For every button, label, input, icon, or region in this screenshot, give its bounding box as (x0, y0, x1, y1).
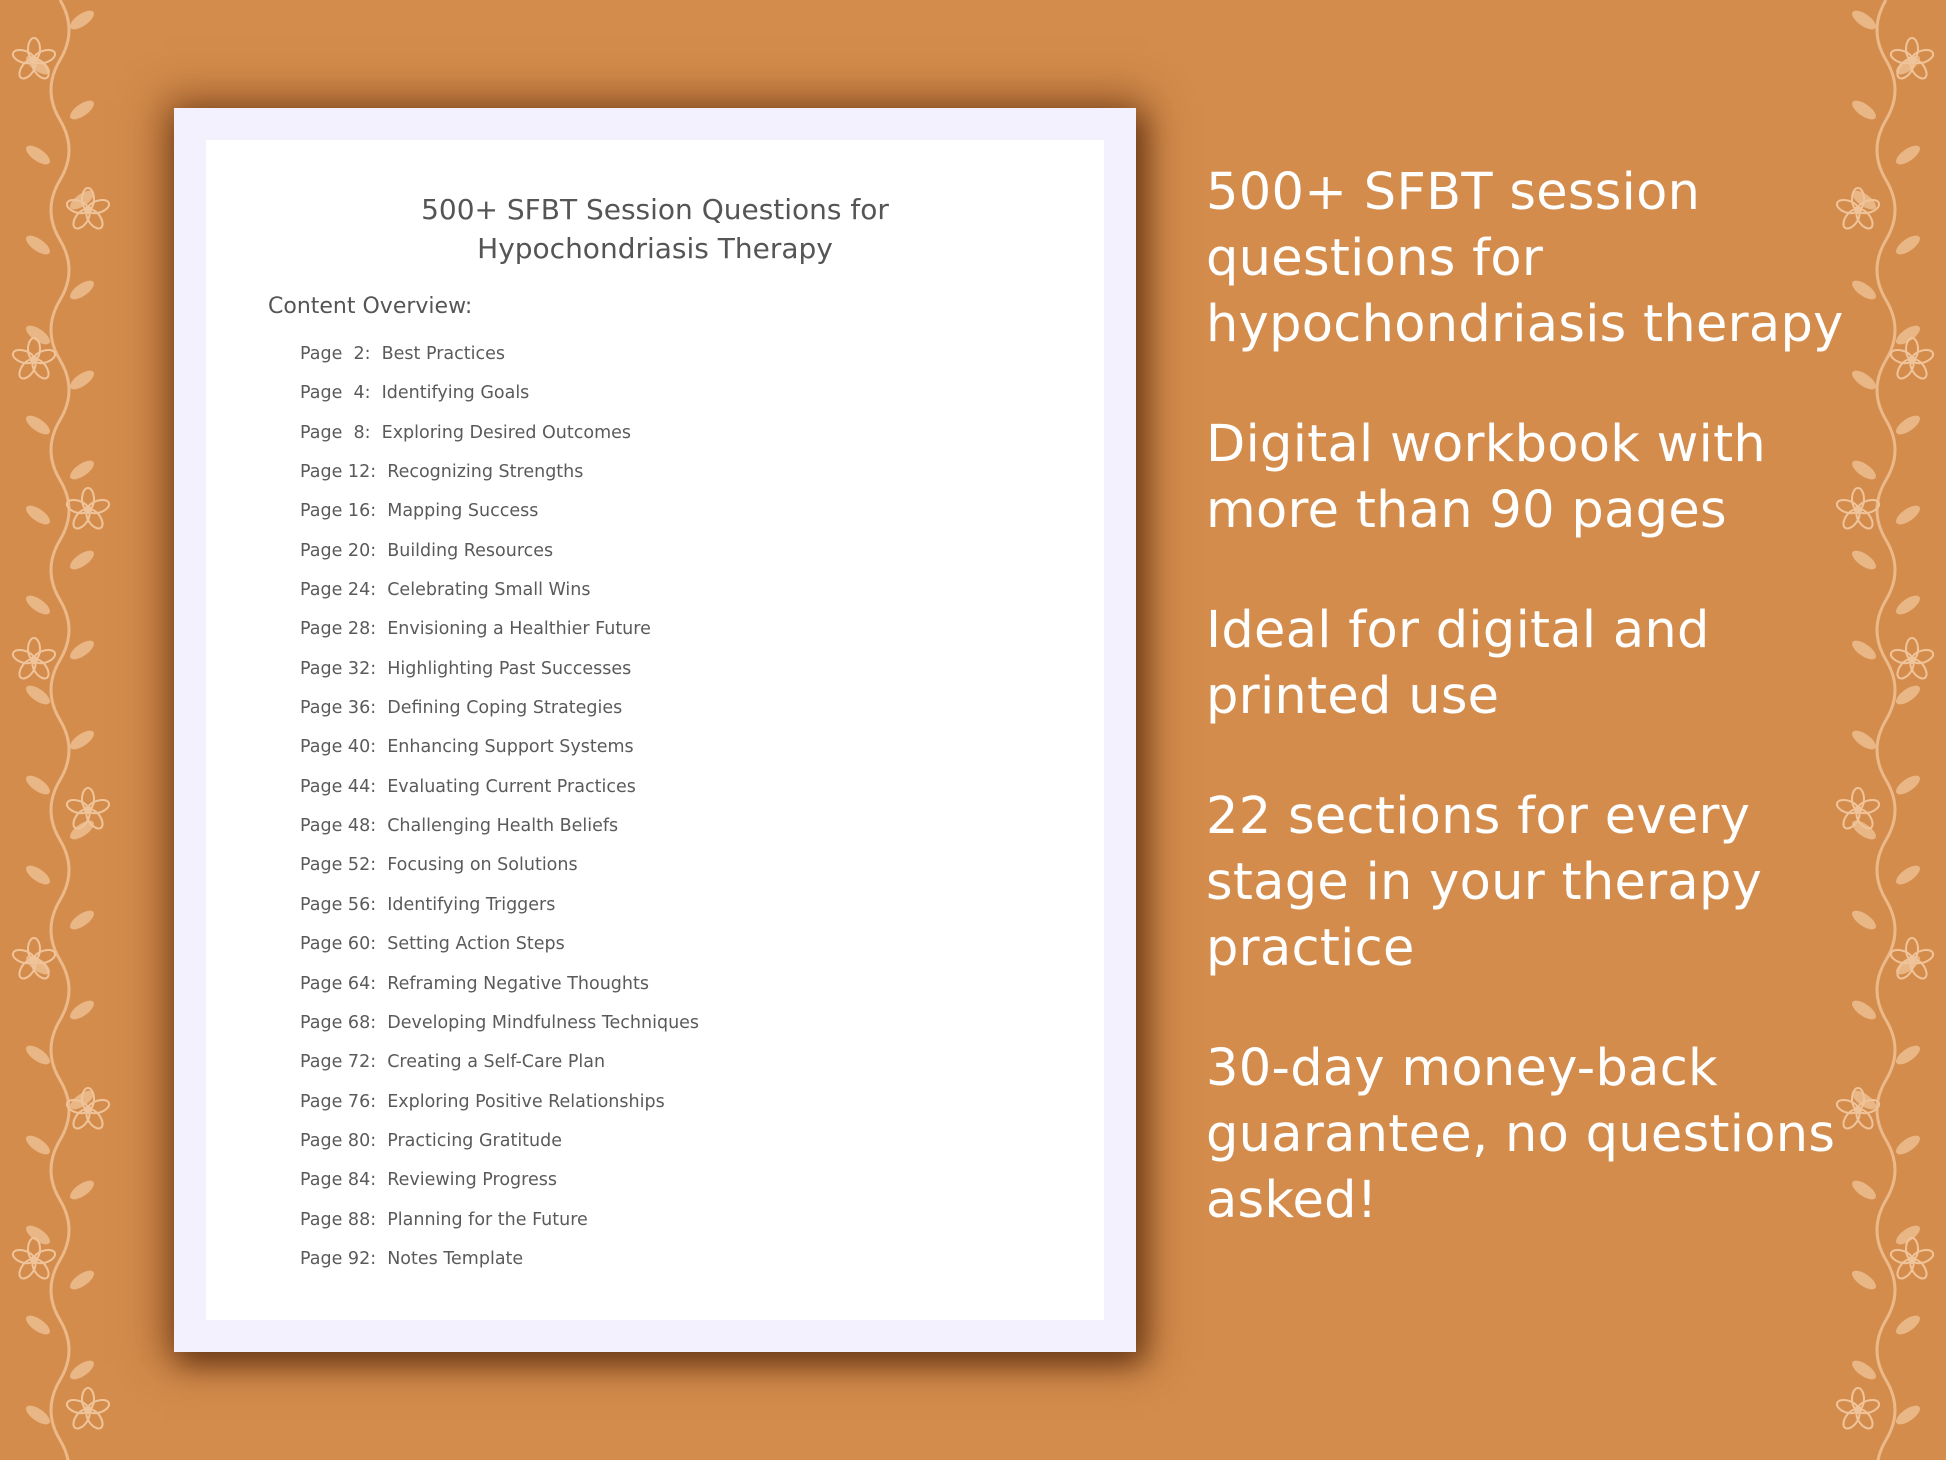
document-title (206, 190, 1104, 268)
toc-item: Page 56: Identifying Triggers (300, 894, 556, 915)
table-of-contents (300, 344, 699, 1288)
toc-item: Page 20: Building Resources (300, 540, 554, 561)
toc-item: Page 80: Practicing Gratitude (300, 1130, 563, 1151)
toc-item: Page 16: Mapping Success (300, 501, 539, 522)
toc-item: Page 36: Defining Coping Strategies (300, 698, 623, 719)
feature-item: 500+ SFBT session questions for hypochondriasis therapy (1206, 163, 1844, 354)
toc-item: Page 92: Notes Template (300, 1248, 524, 1269)
content-overview-label: Content Overview: (268, 294, 473, 319)
toc-item: Page 52: Focusing on Solutions (300, 855, 578, 876)
document-title-line-1: 500+ SFBT Session Questions for (421, 193, 889, 226)
feature-item: Ideal for digital and printed use (1206, 601, 1710, 726)
toc-item: Page 68: Developing Mindfulness Techniques (300, 1012, 700, 1033)
toc-item: Page 84: Reviewing Progress (300, 1170, 557, 1191)
feature-item: 22 sections for every stage in your therapy practice (1206, 787, 1763, 978)
toc-item: Page 44: Evaluating Current Practices (300, 776, 636, 797)
toc-item: Page 76: Exploring Positive Relationships (300, 1091, 665, 1112)
toc-item: Page 28: Envisioning a Healthier Future (300, 619, 651, 640)
toc-item: Page 2: Best Practices (300, 344, 505, 364)
document-preview (174, 108, 1136, 1352)
feature-item: Digital workbook with more than 90 pages (1206, 415, 1767, 540)
feature-item: 30-day money-back guarantee, no questions asked! (1206, 1039, 1836, 1230)
toc-item: Page 24: Celebrating Small Wins (300, 580, 591, 601)
toc-item: Page 88: Planning for the Future (300, 1209, 588, 1230)
toc-item: Page 4: Identifying Goals (300, 383, 530, 404)
toc-item: Page 64: Reframing Negative Thoughts (300, 973, 649, 994)
toc-item: Page 48: Challenging Health Beliefs (300, 816, 619, 837)
toc-item: Page 12: Recognizing Strengths (300, 462, 584, 483)
document-title-line-2: Hypochondriasis Therapy (477, 232, 833, 265)
toc-item: Page 32: Highlighting Past Successes (300, 658, 632, 679)
floral-vine-left-icon (0, 0, 130, 1460)
feature-list (1206, 160, 1906, 1288)
toc-item: Page 60: Setting Action Steps (300, 934, 565, 955)
document-page (206, 140, 1104, 1320)
toc-item: Page 8: Exploring Desired Outcomes (300, 422, 632, 443)
toc-item: Page 40: Enhancing Support Systems (300, 737, 634, 758)
toc-item: Page 72: Creating a Self-Care Plan (300, 1052, 606, 1073)
